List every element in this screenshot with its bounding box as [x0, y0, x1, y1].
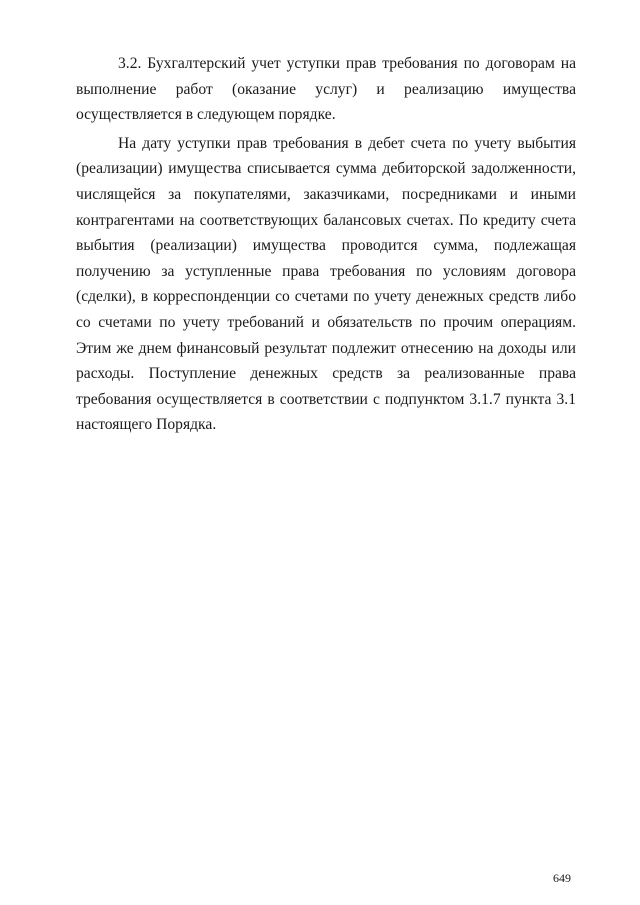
body-text	[76, 51, 576, 438]
page-number: 649	[553, 871, 571, 885]
paragraph-assignment-date: На дату уступки прав требования в дебет счета по учету выбытия (реализации) имущества списывается сумма дебиторской задолженности, числящейся за покупателями, заказчиками, посредниками и иными контрагентами на соответствующих балансовых счетах. По кредиту счета выбытия (реализации) имущества проводится сумма, подлежащая получению за уступленные права требования по условиям договора (сделки), в корреспонденции со счетами по учету денежных средств либо со счетами по учету требований и обязательств по прочим операциям. Этим же днем финансовый результат подлежит отнесению на доходы или расходы. Поступление денежных средств за реализованные права требования осуществляется в соответствии с подпунктом 3.1.7 пункта 3.1 настоящего Порядка.	[76, 134, 576, 434]
paragraph-3-2: 3.2. Бухгалтерский учет уступки прав требования по договорам на выполнение работ (оказание услуг) и реализацию имущества осуществляется в следующем порядке.	[76, 55, 576, 124]
